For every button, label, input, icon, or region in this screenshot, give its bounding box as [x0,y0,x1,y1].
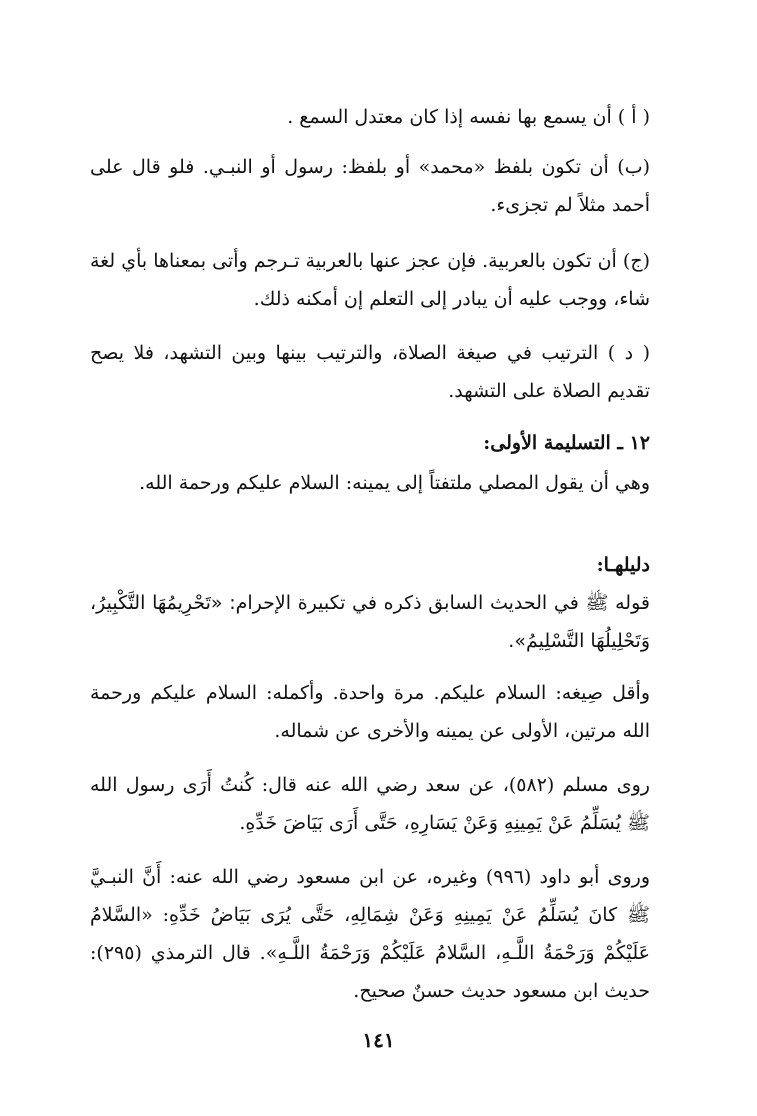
section-heading: ١٢ ـ التسليمة الأولى: [483,432,650,454]
minimal-form: وأقل صِيغه: السلام عليكم. مرة واحدة. وأكمله: السلام عليكم ورحمة الله مرتين، الأولى عن يمينه والأخرى عن شماله. [90,682,650,742]
section-body: وهي أن يقول المصلي ملتفتاً إلى يمينه: السلام عليكم ورحمة الله. [139,472,650,494]
muslim-narration: روى مسلم (٥٨٢)، عن سعد رضي الله عنه قال: كُنتُ أَرَى رسول الله ﷺ يُسَلِّمُ عَنْ يَمِينِهِ وَعَنْ يَسَارِهِ، حَتَّى أَرَى بَيَاضَ خَدِّهِ. [90,774,650,834]
abu-dawud-narration: وروى أبو داود (٩٩٦) وغيره، عن ابن مسعود رضي الله عنه: أَنَّ النبـيَّ ﷺ كانَ يُسَلِّمُ عَنْ يَمِينِهِ وَعَنْ شِمَالِهِ، حَتَّى يُرَى بَيَاضُ خَدِّهِ: «السَّلامُ عَلَيْكُمْ وَرَحْمَةُ اللَّـهِ، السَّلامُ عَلَيْكُمْ وَرَحْمَةُ اللَّـهِ». قال الترمذي (٢٩٥): حديث ابن مسعود حديث حسنٌ صحيح. [90,866,651,1002]
paragraph-b: (ب) أن تكون بلفظ «محمد» أو بلفظ: رسول أو النبـي. فلو قال على أحمد مثلاً لم تجزىء. [90,156,650,216]
evidence-hadith: قوله ﷺ في الحديث السابق ذكره في تكبيرة الإحرام: «تَحْرِيمُهَا التَّكْبِيرُ، وَتَحْلِيلُهَا التَّسْلِيمُ». [90,592,650,652]
page-number: ١٤١ [362,1028,395,1052]
paragraph-d: ( د ) الترتيب في صيغة الصلاة، والترتيب بينها وبين التشهد، فلا يصح تقديم الصلاة على التشهد. [90,342,650,402]
paragraph-a: ( أ ) أن يسمع بها نفسه إذا كان معتدل السمع . [287,106,650,128]
paragraph-c: (ج) أن تكون بالعربية. فإن عجز عنها بالعربية تـرجم وأتى بمعناها بأي لغة شاء، ووجب عليه أن يبادر إلى التعلم إن أمكنه ذلك. [90,250,650,310]
evidence-heading: دليلهـا: [596,554,650,576]
